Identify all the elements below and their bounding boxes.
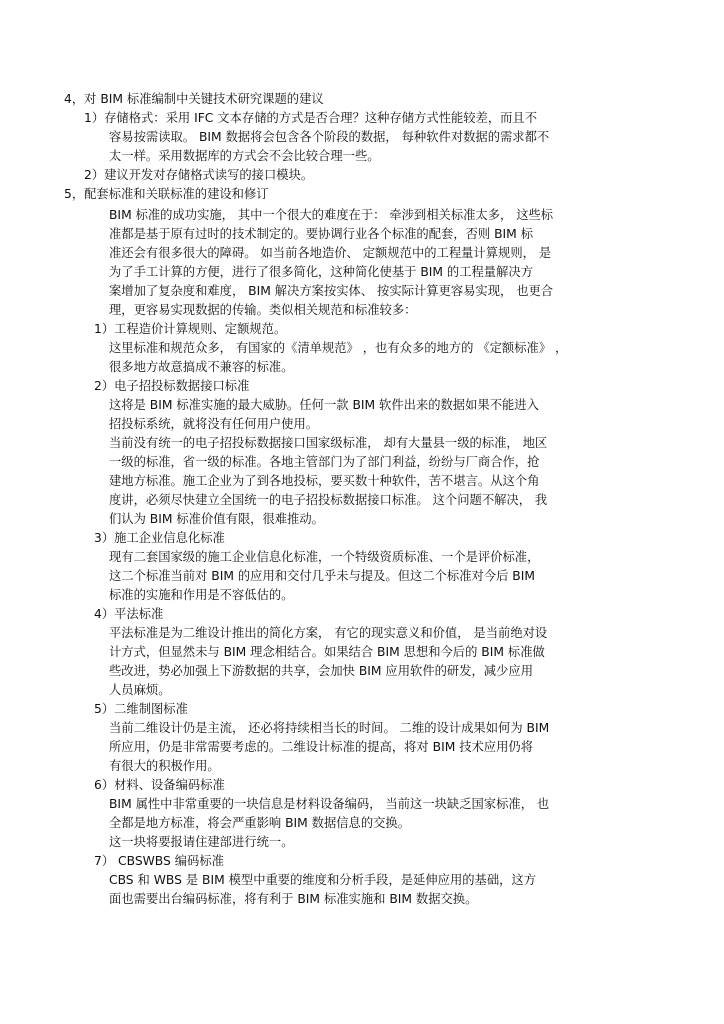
subitem-4-heading: 4）平法标准 — [94, 607, 164, 621]
subitem-7-heading: 7） CBSWBS 编码标准 — [94, 854, 224, 868]
paragraph-line: 准都是基于原有过时的技术制定的。要协调行业各个标准的配套，否则 BIM 标 — [109, 227, 533, 241]
item-1-heading: 1）存储格式：采用 IFC 文本存储的方式是否合理？这种存储方式性能较差，而且不 — [84, 111, 538, 125]
paragraph-line: 很多地方故意搞成不兼容的标准。 — [109, 360, 294, 374]
subitem-2-heading: 2）电子招投标数据接口标准 — [94, 379, 250, 393]
paragraph-line: 全都是地方标准，将会严重影响 BIM 数据信息的交换。 — [109, 816, 411, 830]
item-2-heading: 2）建议开发对存储格式读写的接口模块。 — [84, 168, 314, 182]
subitem-5-heading: 5）二维制图标准 — [94, 702, 188, 716]
paragraph-line: 容易按需读取。 BIM 数据将会包含各个阶段的数据， 每种软件对数据的需求都不 — [109, 130, 550, 144]
paragraph-line: 这里标准和规范众多， 有国家的《清单规范》 ，也有众多的地方的 《定额标准》 ， — [109, 341, 568, 355]
paragraph-line: 理，更容易实现数据的传输。类似相关规范和标准较多： — [109, 303, 417, 317]
paragraph-line: 所应用，仍是非常需要考虑的。二维设计标准的提高，将对 BIM 技术应用仍将 — [109, 740, 533, 754]
paragraph-line: 标准的实施和作用是不容低估的。 — [109, 588, 294, 602]
paragraph-line: 度讲，必须尽快建立全国统一的电子招投标数据接口标准。 这个问题不解决， 我 — [109, 493, 548, 507]
paragraph-line: 案增加了复杂度和难度， BIM 解决方案按实体、 按实际计算更容易实现， 也更合 — [109, 284, 554, 298]
paragraph-line: 一级的标准，省一级的标准。各地主管部门为了部门利益，纷纷与厂商合作，抢 — [109, 455, 540, 469]
paragraph-line: 准还会有很多很大的障碍。 如当前各地造价、 定额规范中的工程量计算规则， 是 — [109, 246, 552, 260]
paragraph-line: CBS 和 WBS 是 BIM 模型中重要的维度和分析手段，是延伸应用的基础，这方 — [109, 873, 537, 887]
paragraph-line: 面也需要出台编码标准，将有利于 BIM 标准实施和 BIM 数据交换。 — [109, 892, 478, 906]
paragraph-line: 这将是 BIM 标准实施的最大威胁。任何一款 BIM 软件出来的数据如果不能进入 — [109, 398, 539, 412]
paragraph-line: 人员麻烦。 — [109, 683, 171, 697]
subitem-3-heading: 3）施工企业信息化标准 — [94, 531, 225, 545]
subitem-1-heading: 1）工程造价计算规则、定额规范。 — [94, 322, 287, 336]
paragraph-line: 太一样。采用数据库的方式会不会比较合理一些。 — [109, 149, 380, 163]
paragraph-line: 当前二维设计仍是主流， 还必将持续相当长的时间。 二维的设计成果如何为 BIM — [109, 721, 550, 735]
paragraph-line: 为了手工计算的方便，进行了很多简化，这种简化使基于 BIM 的工程量解决方 — [109, 265, 533, 279]
paragraph-line: BIM 属性中非常重要的一块信息是材料设备编码， 当前这一块缺乏国家标准， 也 — [109, 797, 550, 811]
paragraph-line: 这二个标准当前对 BIM 的应用和交付几乎未与提及。但这二个标准对今后 BIM — [109, 569, 535, 583]
paragraph-line: 招投标系统，就将没有任何用户使用。 — [109, 417, 319, 431]
paragraph-line: 平法标准是为二维设计推出的简化方案， 有它的现实意义和价值， 是当前绝对设 — [109, 626, 548, 640]
paragraph-line: 当前没有统一的电子招投标数据接口国家级标准， 却有大量县一级的标准， 地区 — [109, 436, 548, 450]
paragraph-line: 计方式，但显然未与 BIM 理念相结合。如果结合 BIM 思想和今后的 BIM 标准做 — [109, 645, 545, 659]
paragraph-line: 现有二套国家级的施工企业信息化标准，一个特级资质标准、一个是评价标准， — [109, 550, 540, 564]
paragraph-line: BIM 标准的成功实施， 其中一个很大的难度在于： 牵涉到相关标准太多， 这些标 — [109, 208, 554, 222]
subitem-6-heading: 6）材料、设备编码标准 — [94, 778, 225, 792]
paragraph-line: 有很大的积极作用。 — [109, 759, 220, 773]
paragraph-line: 些改进，势必加强上下游数据的共享，会加快 BIM 应用软件的研发，减少应用 — [109, 664, 533, 678]
paragraph-line: 们认为 BIM 标准价值有限，很难推动。 — [109, 512, 324, 526]
section-5-heading: 5，配套标准和关联标准的建设和修订 — [64, 187, 269, 201]
section-4-heading: 4，对 BIM 标准编制中关键技术研究课题的建议 — [64, 92, 324, 106]
paragraph-line: 这一块将要报请住建部进行统一。 — [109, 835, 294, 849]
paragraph-line: 建地方标准。施工企业为了到各地投标，要买数十种软件，苦不堪言。从这个角 — [109, 474, 540, 488]
